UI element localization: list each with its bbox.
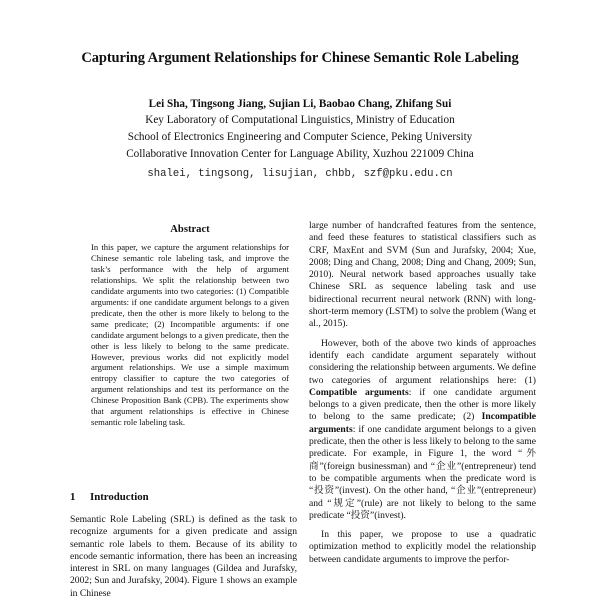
body-text: : if one candidate argument belongs to a given predicate, then the other is more likely to belong to the same predicate; (2): [309, 386, 536, 423]
bold-term: Compatible arguments: [309, 386, 409, 398]
bold-term: Incompatible arguments: [309, 411, 536, 435]
body-paragraph: [309, 338, 536, 522]
body-paragraph: large number of handcrafted features from the sentence, and feed these features to statistical classifiers such as CRF, MaxEnt and SVM (Sun and Jurafsky, 2004; Xue, 2008; Ding and Chang, 2008; Ding and Chang, 2009; Sun, 2010). Neural network based approaches usually take Chinese SRL as sequence labeling task and use bidirectional recurrent neural network (RNN) with long-short-term memory (LSTM) to solve the problem (Wang et al., 2015).: [309, 220, 536, 330]
left-column-body: [70, 514, 297, 600]
abstract-text: In this paper, we capture the argument relationships for Chinese semantic role labeling task, and improve the task’s performance with the help of argument relationships. We split the relationship between two candidate arguments into two categories: (1) Compatible arguments: if one candidate argument belongs to a given predicate, then the other is more likely to belong to the same predicate; (2) Incompatible arguments: if one candidate argument belongs to a given predicate, then the other is less likely to belong to the same predicate. However, previous works did not explicitly model argument relationships. We use a simple maximum entropy classifier to capture the two categories of argument relationships and test its performance on the Chinese Proposition Bank (CPB). The experiments show that argument relationships is effective in Chinese semantic role labeling task.: [91, 242, 289, 428]
section-number: 1: [70, 491, 76, 503]
affiliation-line: Collaborative Innovation Center for Language Ability, Xuzhou 221009 China: [126, 148, 474, 160]
author-emails: shalei, tingsong, lisujian, chbb, szf@pku.edu.cn: [147, 168, 453, 180]
body-text: : if one candidate argument belongs to a given predicate, then the other is less likely to belong to the same predicate. For example, in Figure 1, the word “外商”(foreign businessman) and “企业”(entrepreneur) tend to be compatible arguments when the predicate word is “投资”(invest). On the other hand, “企业”(entrepreneur) and “规定”(rule) are not likely to belong to the same predicate “投资”(invest).: [309, 423, 536, 521]
affiliation-line: Key Laboratory of Computational Linguistics, Ministry of Education: [145, 114, 455, 126]
right-column-body: [309, 220, 536, 573]
introduction-paragraph: Semantic Role Labeling (SRL) is defined as the task to recognize arguments for a given predicate and assign semantic role labels to them. Because of its ability to encode semantic information, there has been an increasing interest in SRL on many languages (Gildea and Jurafsky, 2002; Sun and Jurafsky, 2004). Figure 1 shows an example in Chinese: [70, 514, 297, 599]
body-paragraph: In this paper, we propose to use a quadratic optimization method to explicitly model the relationship between candidate arguments to improve the perfor-: [309, 529, 536, 565]
author-list: Lei Sha, Tingsong Jiang, Sujian Li, Baobao Chang, Zhifang Sui: [148, 98, 452, 110]
affiliation-line: School of Electronics Engineering and Computer Science, Peking University: [127, 131, 473, 143]
body-text: However, both of the above two kinds of approaches identify each candidate argument separately without considering the relationship between arguments. We define two categories of argument relationships here: (1): [309, 337, 536, 386]
abstract-heading: Abstract: [170, 224, 210, 235]
section-title: Introduction: [90, 491, 149, 503]
paper-title: Capturing Argument Relationships for Chinese Semantic Role Labeling: [81, 50, 519, 66]
section-heading: [70, 491, 149, 503]
